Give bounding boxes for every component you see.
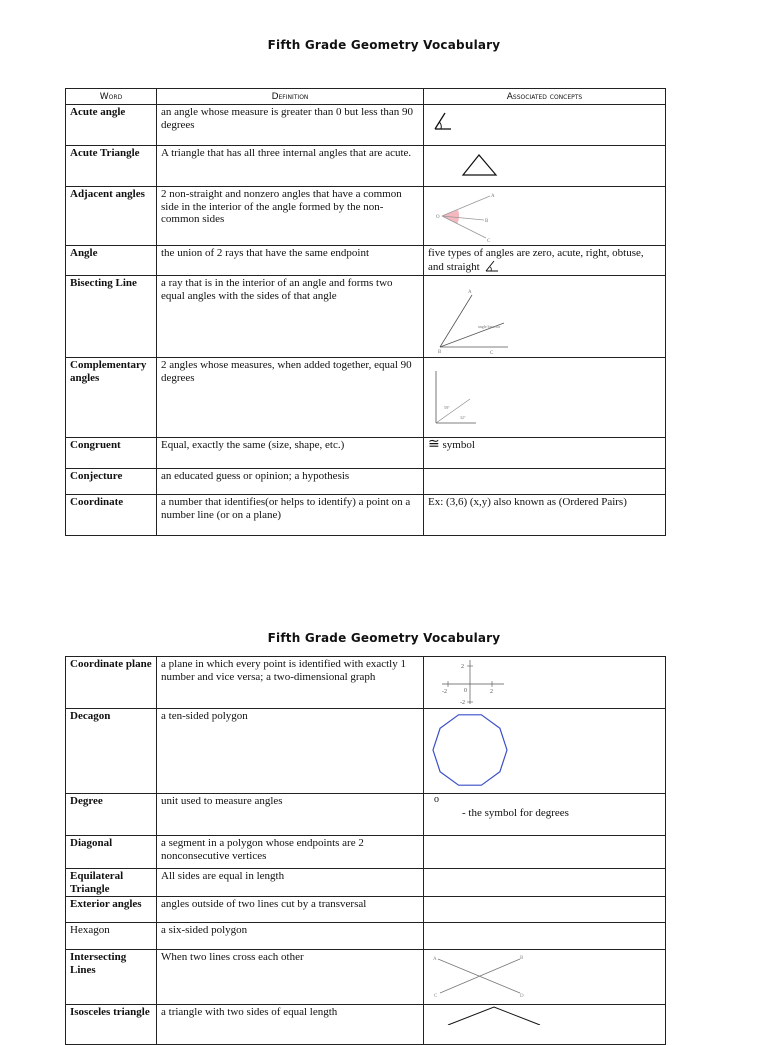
table-row [66,923,666,950]
associated-acute-angle [424,105,666,146]
definition-coordinate-plane: a plane in which every point is identified with exactly 1 number and vice versa; a two-dimensional graph [157,657,424,709]
vocabulary-table-2 [65,656,666,1045]
table-row [66,438,666,469]
adjacent-label-b: B [485,219,489,224]
table-row [66,105,666,146]
associated-equilateral-triangle [424,869,666,897]
associated-degree [424,794,666,836]
definition-intersecting-lines: When two lines cross each other [157,950,424,1005]
bisector-label-text: angle bisector [478,324,501,329]
bisector-label-c: C [490,351,494,355]
term-exterior-angles: Exterior angles [66,897,157,923]
term-coordinate: Coordinate [66,495,157,536]
table-row [66,469,666,495]
definition-degree: unit used to measure angles [157,794,424,836]
table-row [66,358,666,438]
term-adjacent-angles: Adjacent angles [66,187,157,246]
coord-label-xneg2: -2 [442,689,447,695]
associated-angle-text: five types of angles are zero, acute, right, obtuse, and straight [428,247,644,273]
associated-intersecting-lines [424,950,666,1005]
adjacent-angles-diagram [432,188,502,244]
definition-equilateral-triangle: All sides are equal in length [157,869,424,897]
term-bisecting-line: Bisecting Line [66,276,157,358]
associated-complementary-angles [424,358,666,438]
term-complementary-angles: Complementary angles [66,358,157,438]
term-degree: Degree [66,794,157,836]
intersect-label-d: D [520,994,524,999]
term-acute-angle: Acute angle [66,105,157,146]
term-congruent: Congruent [66,438,157,469]
table-row [66,146,666,187]
bisector-label-a: A [468,290,472,295]
complementary-label-58: 58° [444,405,450,410]
definition-acute-triangle: A triangle that has all three internal angles that are acute. [157,146,424,187]
intersecting-lines-diagram [432,951,528,1001]
term-decagon: Decagon [66,709,157,794]
term-diagonal: Diagonal [66,836,157,869]
intersect-label-b: B [520,956,524,961]
table-row [66,709,666,794]
coord-label-y2: 2 [461,664,464,670]
table-row [66,869,666,897]
bisector-label-b: B [438,350,442,355]
table-row [66,495,666,536]
associated-exterior-angles [424,897,666,923]
table-row [66,1005,666,1045]
coord-label-yneg2: -2 [460,700,465,706]
term-angle: Angle [66,246,157,276]
adjacent-label-a: A [491,194,495,199]
intersect-label-a: A [433,957,437,962]
intersect-label-c: C [434,994,438,999]
table-header-row [66,89,666,105]
angle-icon [485,260,499,272]
term-intersecting-lines: Intersecting Lines [66,950,157,1005]
term-acute-triangle: Acute Triangle [66,146,157,187]
associated-adjacent-angles [424,187,666,246]
table-row [66,246,666,276]
definition-coordinate: a number that identifies(or helps to identify) a point on a number line (or on a plane) [157,495,424,536]
header-associated: Associated concepts [424,89,666,105]
term-conjecture: Conjecture [66,469,157,495]
definition-complementary-angles: 2 angles whose measures, when added together, equal 90 degrees [157,358,424,438]
complementary-angles-diagram [430,359,480,435]
associated-decagon [424,709,666,794]
adjacent-label-c: C [487,239,491,244]
definition-congruent: Equal, exactly the same (size, shape, etc.) [157,438,424,469]
vocabulary-table-1 [65,88,666,536]
decagon-icon [430,710,514,792]
header-definition: Definition [157,89,424,105]
definition-hexagon: a six-sided polygon [157,923,424,950]
table-row [66,897,666,923]
table-row [66,657,666,709]
definition-conjecture: an educated guess or opinion; a hypothesis [157,469,424,495]
triangle-icon [460,152,500,178]
table-row [66,276,666,358]
associated-congruent-text: symbol [442,439,475,451]
associated-bisecting-line [424,276,666,358]
associated-congruent [424,438,666,469]
term-isosceles-triangle: Isosceles triangle [66,1005,157,1045]
coordinate-plane-diagram [434,658,510,706]
table-row [66,794,666,836]
table-row [66,187,666,246]
table-row [66,836,666,869]
complementary-label-32: 32° [460,415,466,420]
term-coordinate-plane: Coordinate plane [66,657,157,709]
acute-angle-icon [432,110,454,132]
isosceles-triangle-icon [444,1005,544,1025]
definition-adjacent-angles: 2 non-straight and nonzero angles that have a common side in the interior of the angle formed by the non-common sides [157,187,424,246]
table-row [66,950,666,1005]
page-title: Fifth Grade Geometry Vocabulary [267,38,501,52]
page-title-2: Fifth Grade Geometry Vocabulary [267,631,501,645]
definition-decagon: a ten-sided polygon [157,709,424,794]
definition-angle: the union of 2 rays that have the same endpoint [157,246,424,276]
definition-isosceles-triangle: a triangle with two sides of equal length [157,1005,424,1045]
coord-label-x2: 2 [490,689,493,695]
adjacent-label-o: O [436,215,440,220]
associated-degree-text: - the symbol for degrees [462,807,569,819]
definition-acute-angle: an angle whose measure is greater than 0 but less than 90 degrees [157,105,424,146]
bisector-diagram [432,277,512,355]
associated-diagonal [424,836,666,869]
associated-isosceles-triangle [424,1005,666,1045]
degree-symbol-icon: o [434,794,439,805]
definition-diagonal: a segment in a polygon whose endpoints are 2 nonconsecutive vertices [157,836,424,869]
associated-coordinate: Ex: (3,6) (x,y) also known as (Ordered Pairs) [424,495,666,536]
congruent-symbol-icon: ≅ [428,437,440,452]
header-word: Word [66,89,157,105]
definition-bisecting-line: a ray that is in the interior of an angle and forms two equal angles with the sides of that angle [157,276,424,358]
associated-conjecture [424,469,666,495]
associated-hexagon [424,923,666,950]
associated-coordinate-plane [424,657,666,709]
coord-label-origin: 0 [464,688,467,694]
associated-angle [424,246,666,276]
associated-acute-triangle [424,146,666,187]
term-equilateral-triangle: Equilateral Triangle [66,869,157,897]
definition-exterior-angles: angles outside of two lines cut by a transversal [157,897,424,923]
term-hexagon: Hexagon [66,923,157,950]
